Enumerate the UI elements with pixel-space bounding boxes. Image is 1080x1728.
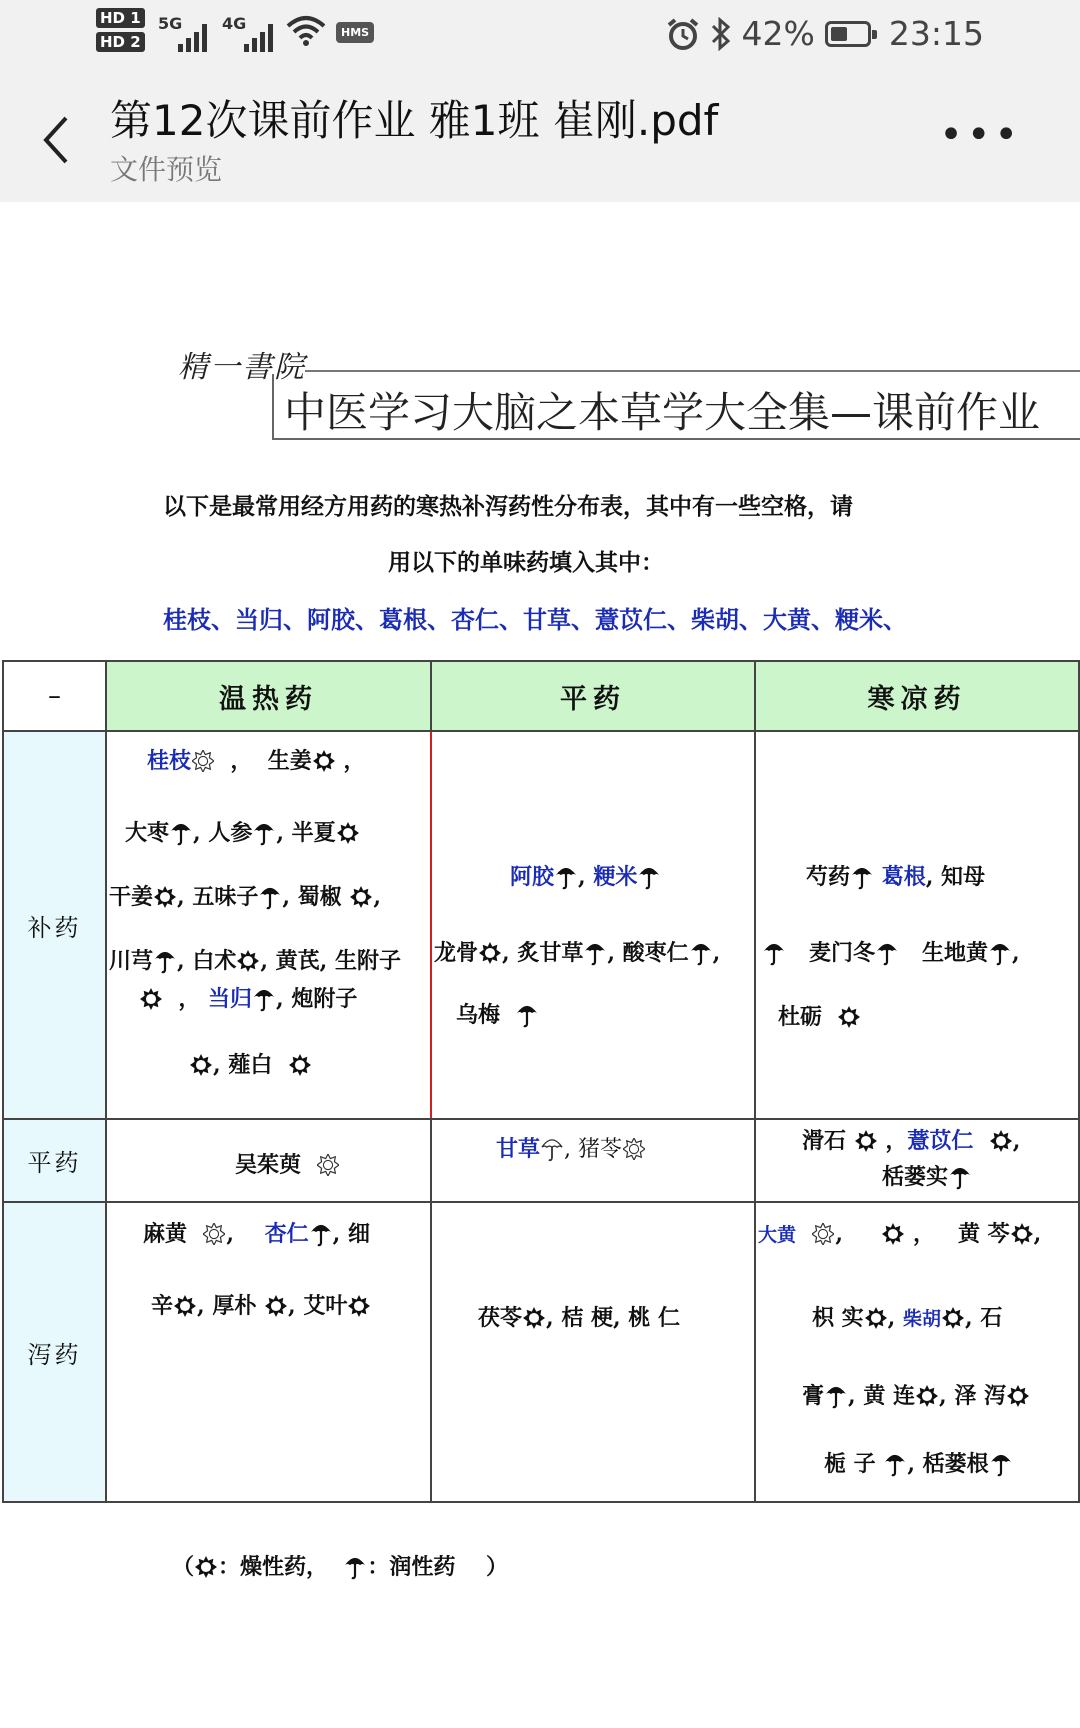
- herb-gegen: 葛根: [881, 865, 926, 890]
- moist-umbrella-icon: [884, 1451, 906, 1477]
- herb-maimendong: 麦门冬: [808, 940, 875, 966]
- table-header-row: [3, 661, 1079, 731]
- cell-tonify-cold: [755, 731, 1079, 1119]
- herb-dazao: 大枣: [125, 820, 170, 846]
- table-row-tonify: [3, 731, 1079, 1119]
- dry-sun-icon: [289, 1054, 311, 1076]
- battery-percent: 42%: [741, 14, 815, 53]
- cell-tonify-warm: [106, 731, 431, 1119]
- row-label-neutral: 平药: [3, 1119, 106, 1202]
- dry-sun-icon: [140, 988, 162, 1010]
- herb-chaihu: 柴胡: [903, 1308, 942, 1330]
- herb-danggui: 当归: [208, 987, 253, 1012]
- corner-cell: –: [3, 661, 106, 731]
- cell-purge-warm: [106, 1202, 431, 1502]
- moist-umbrella-icon: [170, 820, 192, 846]
- dry-sun-icon: [855, 1130, 877, 1152]
- herb-fuling: 茯苓: [478, 1305, 523, 1331]
- more-menu-button[interactable]: •••: [939, 112, 1022, 158]
- punct: ，: [230, 748, 253, 774]
- punct: ，: [885, 1128, 908, 1154]
- herb-xiebai: , 薤白: [213, 1052, 273, 1078]
- dry-sun-icon: [348, 1295, 370, 1317]
- battery-icon: [825, 21, 871, 47]
- herb-zexie: , 泽 泻: [939, 1383, 1006, 1409]
- punct: ,: [578, 864, 594, 890]
- dry-sun-icon: [237, 950, 259, 972]
- dry-sun-icon: [190, 1054, 212, 1076]
- moist-umbrella-icon: [825, 1383, 847, 1409]
- punct: ,: [1012, 940, 1020, 966]
- herb-ejiao: 阿胶: [510, 865, 555, 890]
- herb-suanzaoren: , 酸枣仁: [607, 940, 689, 966]
- punct: ，: [178, 986, 201, 1012]
- moist-umbrella-outline-icon: [541, 1136, 563, 1162]
- header-warm: 温热药: [106, 661, 431, 731]
- cell-tonify-neutral: [431, 731, 755, 1119]
- herb-shigao-1: , 石: [965, 1305, 1003, 1331]
- dry-sun-icon: [942, 1307, 964, 1329]
- punct: ,: [712, 940, 721, 966]
- dry-sun-outline-icon: [623, 1138, 645, 1160]
- pdf-page: [0, 202, 1080, 1728]
- dry-sun-icon: [350, 886, 372, 908]
- moist-umbrella-icon: [763, 940, 785, 966]
- punct: ,: [226, 1221, 235, 1247]
- dry-sun-outline-icon: [203, 1223, 225, 1245]
- file-title: 第12次课前作业 雅1班 崔刚.pdf: [110, 96, 719, 145]
- sim-indicators: [96, 8, 145, 56]
- dry-sun-outline-icon: [317, 1154, 339, 1176]
- network-5g-label: 5G: [158, 14, 183, 33]
- dry-sun-icon: [990, 1130, 1012, 1152]
- cell-purge-neutral: [431, 1202, 755, 1502]
- herb-gancao: 甘草: [496, 1137, 541, 1162]
- header-cold: 寒凉药: [755, 661, 1079, 731]
- moist-umbrella-icon: [259, 884, 281, 910]
- moist-umbrella-icon: [990, 1451, 1012, 1477]
- punct: ,: [835, 1221, 844, 1247]
- herb-dahuang: 大黄: [758, 1224, 797, 1246]
- dry-sun-icon: [337, 822, 359, 844]
- moist-umbrella-icon: [253, 986, 275, 1012]
- cell-neutral-cold: [755, 1119, 1079, 1202]
- herb-zhizi: 栀 子: [824, 1451, 876, 1477]
- moist-umbrella-icon: [344, 1554, 366, 1580]
- dry-sun-icon: [313, 750, 335, 772]
- dry-sun-icon: [195, 1556, 217, 1578]
- herb-shengdihuang: 生地黄: [921, 940, 988, 966]
- dry-sun-icon: [882, 1223, 904, 1245]
- herb-xixin-2: 辛: [151, 1293, 174, 1319]
- wifi-icon: [286, 14, 326, 48]
- herb-paofuzi: , 炮附子: [276, 986, 358, 1012]
- herb-property-table: [2, 660, 1080, 1503]
- herb-guizhi: 桂枝: [147, 749, 192, 774]
- title-rule: [305, 370, 1080, 372]
- cell-purge-cold: [755, 1202, 1079, 1502]
- moist-umbrella-icon: [310, 1221, 332, 1247]
- dry-sun-icon: [916, 1385, 938, 1407]
- network-4g-label: 4G: [222, 14, 247, 33]
- moist-umbrella-icon: [876, 940, 898, 966]
- moist-umbrella-icon: [851, 864, 873, 890]
- dry-sun-outline-icon: [812, 1223, 834, 1245]
- document-title: 中医学习大脑之本草学大全集—课前作业: [284, 388, 1041, 437]
- herb-houpu: , 厚朴: [197, 1293, 257, 1319]
- punct: ,: [1033, 1221, 1042, 1247]
- file-preview-label: 文件预览: [110, 153, 223, 186]
- herb-xixin-1: , 细: [332, 1221, 370, 1247]
- herb-aiye: , 艾叶: [288, 1293, 348, 1319]
- hd2-badge: HD 2: [96, 32, 145, 52]
- herb-gualoushi: 栝蒌实: [882, 1164, 949, 1190]
- dry-sun-icon: [523, 1307, 545, 1329]
- punct: ,: [1012, 1128, 1021, 1154]
- status-bar: [0, 0, 1080, 80]
- herb-xingren: 杏仁: [264, 1222, 309, 1247]
- punct: ,: [373, 884, 382, 910]
- hd1-badge: HD 1: [96, 8, 145, 28]
- signal-4g-icon: [244, 20, 273, 52]
- moist-umbrella-icon: [555, 864, 577, 890]
- dry-sun-icon: [838, 1006, 860, 1028]
- herb-wumei: 乌梅: [456, 1002, 501, 1028]
- moist-umbrella-icon: [516, 1002, 538, 1028]
- bluetooth-icon: [710, 17, 732, 51]
- hms-badge: HMS: [336, 22, 374, 43]
- herb-huanglian: , 黄 连: [848, 1383, 915, 1409]
- herb-huashi: 滑石: [802, 1128, 847, 1154]
- herb-baizhu: , 白术: [177, 948, 237, 974]
- back-arrow-icon[interactable]: [36, 110, 76, 170]
- herb-banxia: , 半夏: [276, 820, 336, 846]
- dry-sun-icon: [479, 942, 501, 964]
- moist-umbrella-icon: [949, 1164, 971, 1190]
- row-label-tonify: 补药: [3, 731, 106, 1119]
- table-row-neutral: [3, 1119, 1079, 1202]
- dry-sun-icon: [1007, 1385, 1029, 1407]
- herb-ganjiang: 干姜: [109, 884, 154, 910]
- drug-list: 桂枝、当归、阿胶、葛根、杏仁、甘草、薏苡仁、柴胡、大黄、粳米、: [163, 606, 907, 634]
- row-label-purge: 泻药: [3, 1202, 106, 1502]
- dry-sun-icon: [1011, 1223, 1033, 1245]
- legend-close: ）: [486, 1554, 509, 1580]
- moist-umbrella-icon: [154, 948, 176, 974]
- herb-renshen: , 人参: [193, 820, 253, 846]
- app-bar: [0, 80, 1080, 202]
- herb-mahuang: 麻黄: [143, 1221, 188, 1247]
- herb-wuzhuyu: 吴茱萸: [235, 1152, 302, 1178]
- herb-yiyiren: 薏苡仁: [907, 1129, 974, 1154]
- punct: ，: [343, 748, 366, 774]
- herb-zhimu: , 知母: [925, 864, 986, 890]
- punct: ,: [887, 1305, 896, 1331]
- clock: 23:15: [888, 14, 984, 53]
- logo-calligraphy: 精一書院: [178, 350, 306, 385]
- herb-shaoyao: 芍药: [806, 864, 851, 890]
- dry-sun-outline-icon: [192, 750, 214, 772]
- herb-chuanxiong: 川芎: [109, 948, 154, 974]
- herb-shujiao: , 蜀椒: [282, 884, 342, 910]
- status-right: [666, 14, 984, 53]
- intro-line-2: 用以下的单味药填入其中：: [388, 550, 664, 576]
- dry-sun-icon: [174, 1295, 196, 1317]
- herb-longgu: 龙骨: [434, 940, 479, 966]
- herb-zhigancao: , 炙甘草: [502, 940, 584, 966]
- dry-sun-icon: [865, 1307, 887, 1329]
- dry-sun-icon: [154, 886, 176, 908]
- herb-wuweizi: , 五味子: [177, 884, 259, 910]
- legend-dry-label: ：燥性药，: [218, 1554, 329, 1580]
- signal-5g-icon: [178, 20, 207, 52]
- herb-shengjiang: 生姜: [267, 748, 312, 774]
- table-row-purge: [3, 1202, 1079, 1502]
- intro-line-1: 以下是最常用经方用药的寒热补泻药性分布表，其中有一些空格，请: [163, 494, 853, 520]
- herb-jiegeng-taoren: , 桔 梗, 桃 仁: [546, 1305, 680, 1331]
- punct: ，: [912, 1221, 935, 1247]
- moist-umbrella-icon: [584, 940, 606, 966]
- moist-umbrella-icon: [638, 864, 660, 890]
- herb-shigao-2: 膏: [802, 1383, 825, 1409]
- moist-umbrella-icon: [989, 940, 1011, 966]
- herb-duli: 杜砺: [778, 1004, 823, 1030]
- herb-jingmi: 粳米: [593, 865, 638, 890]
- herb-zhuling: , 猪苓: [564, 1137, 623, 1162]
- dry-sun-icon: [265, 1295, 287, 1317]
- legend-moist-label: ：润性药: [367, 1554, 456, 1580]
- herb-huangqin: 黄 芩: [957, 1221, 1010, 1247]
- cell-neutral-neutral: [431, 1119, 755, 1202]
- legend: [172, 1550, 508, 1581]
- legend-open: （: [172, 1554, 195, 1580]
- herb-zhishi: 枳 实: [812, 1305, 864, 1331]
- moist-umbrella-icon: [690, 940, 712, 966]
- cell-neutral-warm: [106, 1119, 431, 1202]
- header-neutral: 平药: [431, 661, 755, 731]
- alarm-icon: [666, 17, 700, 51]
- moist-umbrella-icon: [253, 820, 275, 846]
- herb-huangqi-fuzi: , 黄芪, 生附子: [260, 948, 401, 974]
- herb-gualougen: , 栝蒌根: [907, 1451, 989, 1477]
